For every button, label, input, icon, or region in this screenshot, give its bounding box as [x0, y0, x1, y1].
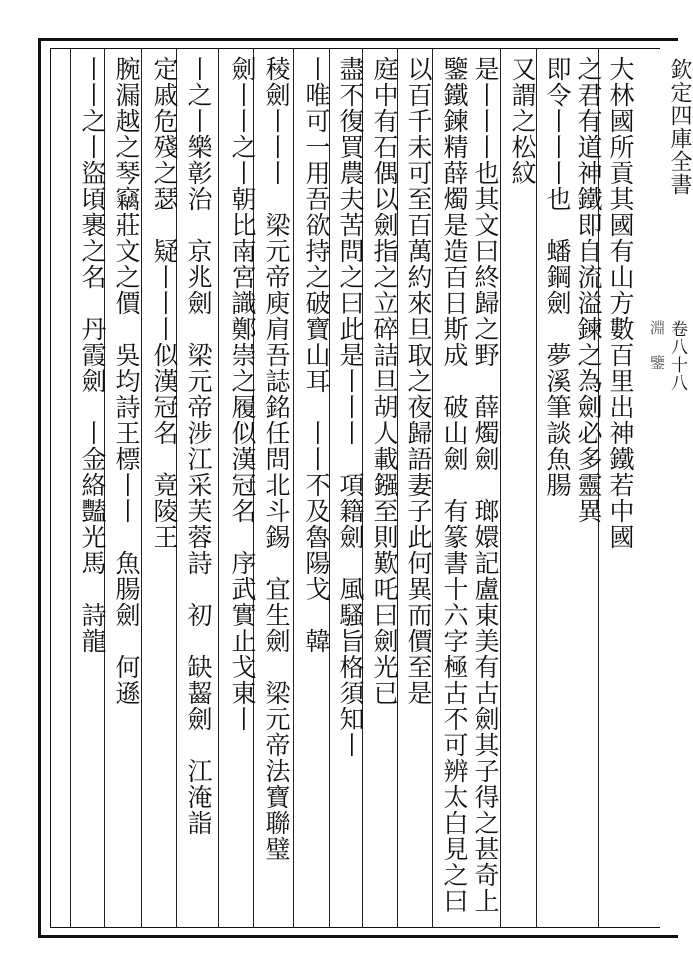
column-rule [218, 48, 219, 928]
text-column: 劍丨丨之丨朝比南宮識鄭崇之履似漢冠名 序武實止戈東丨 [228, 56, 257, 732]
text-column: 鑒鐵鍊精薛燭是造百日斯成 破山劍 有篆書十六字極古不可辨太白見之曰 [440, 56, 469, 914]
text-column: 是丨丨丨也其文曰終歸之野 薛燭劍 瑯嬛記盧東美有古劍其子得之甚奇上 [471, 56, 500, 914]
text-column: 定戚危殘之瑟 疑丨丨丨似漢冠名 竟陵王 [150, 56, 179, 550]
text-column: 丨唯可一用吾欲持之破寶山耳 丨丨不及魯陽戈 韓 [302, 56, 331, 654]
collection-title: 欽定四庫全書 [667, 58, 692, 196]
text-column: 又謂之松紋 [508, 56, 537, 186]
juan-label: 卷八十八 [667, 320, 687, 392]
text-column: 丨丨之丨盜頃裹之名 丹霞劍 丨金絡豔光馬 詩龍 [78, 56, 107, 654]
column-rule [293, 48, 294, 928]
text-column: 之君有道神鐵即自流溢鍊之為劍必多靈異 [574, 56, 603, 524]
text-column: 腕漏越之琴竊莊文之價 吳均詩王標丨丨 魚腸劍 何遜 [112, 56, 141, 706]
column-rule [70, 48, 71, 928]
text-column: 丨之丨樂彰治 京兆劍 梁元帝涉江采芙蓉詩 初 缺齧劍 江淹詣 [184, 56, 213, 836]
text-column: 即令丨丨丨也 蟠鋼劍 夢溪筆談魚腸 [543, 56, 572, 498]
text-column: 大林國所貢其國有山方數百里出神鐵若中國 [606, 56, 635, 550]
text-column: 庭中有石偶以劍指之立碎詰旦胡人載鏹至則歎吒曰劍光已 [370, 56, 399, 706]
text-column: 以百千未可至百萬約來旦取之夜歸語妻子此何異而價至是 [404, 56, 433, 706]
text-column: 稜劍丨丨丨 梁元帝庾肩吾誌銘任問北斗錫 宜生劍 梁元帝法寶聯璧 [262, 56, 291, 862]
margin-fragment: 淵 鑒 [648, 320, 666, 371]
text-column: 盡不復買農夫苦問之曰此是丨丨丨 項籍劍 風騷旨格須知丨 [336, 56, 365, 758]
